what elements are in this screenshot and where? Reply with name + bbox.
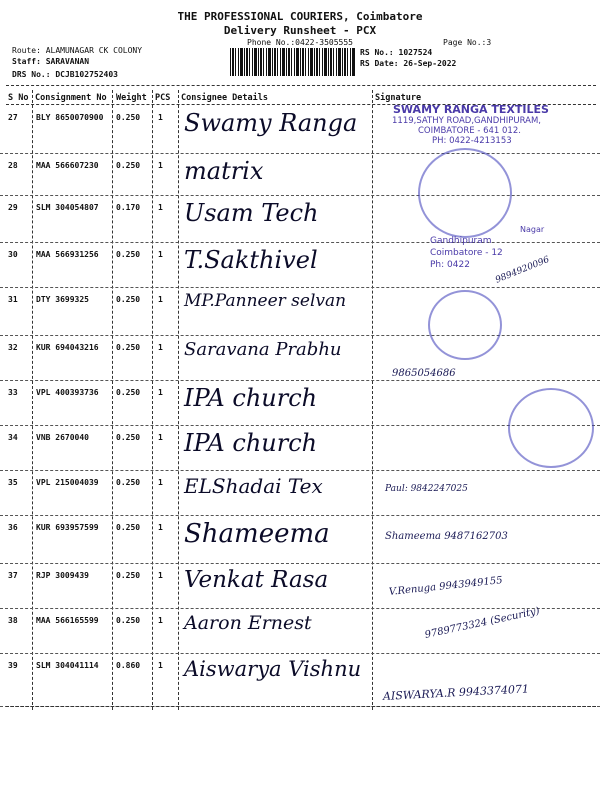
- weight: 0.250: [116, 113, 141, 122]
- serial-number: 35: [8, 478, 18, 487]
- usam-stamp-area: Gandhipuram: [430, 236, 492, 246]
- serial-number: 34: [8, 433, 18, 442]
- serial-number: 33: [8, 388, 18, 397]
- table-row: [0, 335, 600, 381]
- usam-stamp-nagar: Nagar: [520, 225, 545, 234]
- weight: 0.250: [116, 161, 141, 170]
- company-name: THE PROFESSIONAL COURIERS, Coimbatore: [177, 10, 423, 23]
- page-number: Page No.:3: [443, 38, 492, 47]
- serial-number: 36: [8, 523, 18, 532]
- signature-handwriting: V.Renuga 9943949155: [388, 575, 504, 598]
- fellowship-trust-seal-stamp: [508, 388, 594, 468]
- usam-stamp-phone: Ph: 0422: [430, 260, 470, 270]
- drs-number: DRS No.: DCJB102752403: [12, 70, 118, 79]
- signature-handwriting: 9789773324 (Security): [423, 605, 541, 641]
- serial-number: 29: [8, 203, 18, 212]
- table-row: [0, 242, 600, 288]
- consignee-handwritten-name: T.Sakthivel: [184, 246, 318, 274]
- consignment-number: SLM 304041114: [36, 661, 99, 670]
- weight: 0.250: [116, 343, 141, 352]
- runsheet-title: Delivery Runsheet - PCX: [223, 24, 377, 37]
- serial-number: 39: [8, 661, 18, 670]
- col-weight: Weight: [116, 93, 147, 103]
- runsheet-header: [0, 0, 600, 90]
- consignee-handwritten-name: IPA church: [184, 384, 318, 412]
- table-row: [0, 470, 600, 516]
- pcs: 1: [158, 161, 163, 170]
- textiles-stamp-city: COIMBATORE - 641 012.: [418, 126, 521, 136]
- consignee-handwritten-name: Usam Tech: [184, 199, 319, 227]
- serial-number: 31: [8, 295, 18, 304]
- consignee-handwritten-name: Shameema: [184, 519, 330, 549]
- col-signature: Signature: [375, 93, 422, 103]
- rs-number: RS No.: 1027524: [360, 48, 433, 57]
- pcs: 1: [158, 523, 163, 532]
- weight: 0.250: [116, 523, 141, 532]
- pcs: 1: [158, 661, 163, 670]
- pcs: 1: [158, 203, 163, 212]
- consignee-handwritten-name: MP.Panneer selvan: [184, 291, 347, 311]
- rs-date: RS Date: 26-Sep-2022: [360, 59, 457, 68]
- table-row: [0, 563, 600, 609]
- pcs: 1: [158, 343, 163, 352]
- consignee-handwritten-name: Swamy Ranga: [184, 109, 358, 137]
- consignment-number: MAA 566607230: [36, 161, 99, 170]
- pcs: 1: [158, 478, 163, 487]
- pcs: 1: [158, 433, 163, 442]
- header-divider: [6, 85, 596, 86]
- col-pcs: PCS: [155, 93, 171, 103]
- table-row: [0, 653, 600, 707]
- serial-number: 27: [8, 113, 18, 122]
- consignee-handwritten-name: Aiswarya Vishnu: [184, 657, 362, 681]
- pcs: 1: [158, 388, 163, 397]
- pcs: 1: [158, 295, 163, 304]
- accountants-seal-stamp: [428, 290, 502, 360]
- pcs: 1: [158, 250, 163, 259]
- consignment-number: KUR 694043216: [36, 343, 99, 352]
- table-row: [0, 287, 600, 336]
- consignment-number: BLY 8650070900: [36, 113, 104, 122]
- consignee-handwritten-name: matrix: [184, 157, 264, 185]
- staff: Staff: SARAVANAN: [12, 57, 90, 66]
- consignment-number: DTY 3699325: [36, 295, 89, 304]
- consignment-number: RJP 3009439: [36, 571, 89, 580]
- signature-handwriting: 9865054686: [392, 368, 456, 379]
- route: Route: ALAMUNAGAR CK COLONY: [12, 46, 143, 55]
- consignment-number: KUR 693957599: [36, 523, 99, 532]
- consignee-handwritten-name: ELShadai Tex: [184, 474, 323, 498]
- pcs: 1: [158, 616, 163, 625]
- serial-number: 30: [8, 250, 18, 259]
- table-row: [0, 515, 600, 564]
- consignee-handwritten-name: Saravana Prabhu: [184, 339, 342, 360]
- serial-number: 28: [8, 161, 18, 170]
- col-sno: S No: [8, 93, 29, 103]
- col-consignee: Consignee Details: [181, 93, 268, 103]
- weight: 0.250: [116, 433, 141, 442]
- pcs: 1: [158, 571, 163, 580]
- consignment-number: VPL 215004039: [36, 478, 99, 487]
- consignment-number: MAA 566165599: [36, 616, 99, 625]
- serial-number: 38: [8, 616, 18, 625]
- col-consignment: Consignment No: [35, 93, 107, 103]
- serial-number: 32: [8, 343, 18, 352]
- serial-number: 37: [8, 571, 18, 580]
- usam-stamp-city: Coimbatore - 12: [430, 248, 503, 258]
- phone-number: Phone No.:0422-3505555: [247, 38, 353, 47]
- consignment-number: MAA 566931256: [36, 250, 99, 259]
- weight: 0.250: [116, 250, 141, 259]
- textiles-stamp-phone: PH: 0422-4213153: [432, 136, 512, 146]
- signature-handwriting: AISWARYA.R 9943374071: [382, 682, 530, 703]
- weight: 0.250: [116, 478, 141, 487]
- consignment-number: SLM 304054807: [36, 203, 99, 212]
- weight: 0.250: [116, 295, 141, 304]
- weight: 0.250: [116, 616, 141, 625]
- consignment-number: VNB 2670040: [36, 433, 89, 442]
- weight: 0.170: [116, 203, 141, 212]
- consignee-handwritten-name: Venkat Rasa: [184, 567, 329, 593]
- barcode: [230, 48, 355, 76]
- electricals-seal-stamp: [418, 148, 512, 238]
- textiles-stamp-name: SWAMY RANGA TEXTILES: [393, 103, 549, 116]
- table-bottom-divider: [6, 706, 596, 707]
- weight: 0.250: [116, 388, 141, 397]
- weight: 0.860: [116, 661, 141, 670]
- textiles-stamp-address: 1119,SATHY ROAD,GANDHIPURAM,: [392, 116, 541, 126]
- consignee-handwritten-name: IPA church: [184, 429, 318, 457]
- consignee-handwritten-name: Aaron Ernest: [184, 612, 312, 634]
- pcs: 1: [158, 113, 163, 122]
- signature-handwriting: 9894920096: [494, 254, 551, 286]
- signature-handwriting: Shameema 9487162703: [385, 531, 508, 542]
- consignment-number: VPL 400393736: [36, 388, 99, 397]
- signature-handwriting: Paul: 9842247025: [385, 484, 468, 494]
- weight: 0.250: [116, 571, 141, 580]
